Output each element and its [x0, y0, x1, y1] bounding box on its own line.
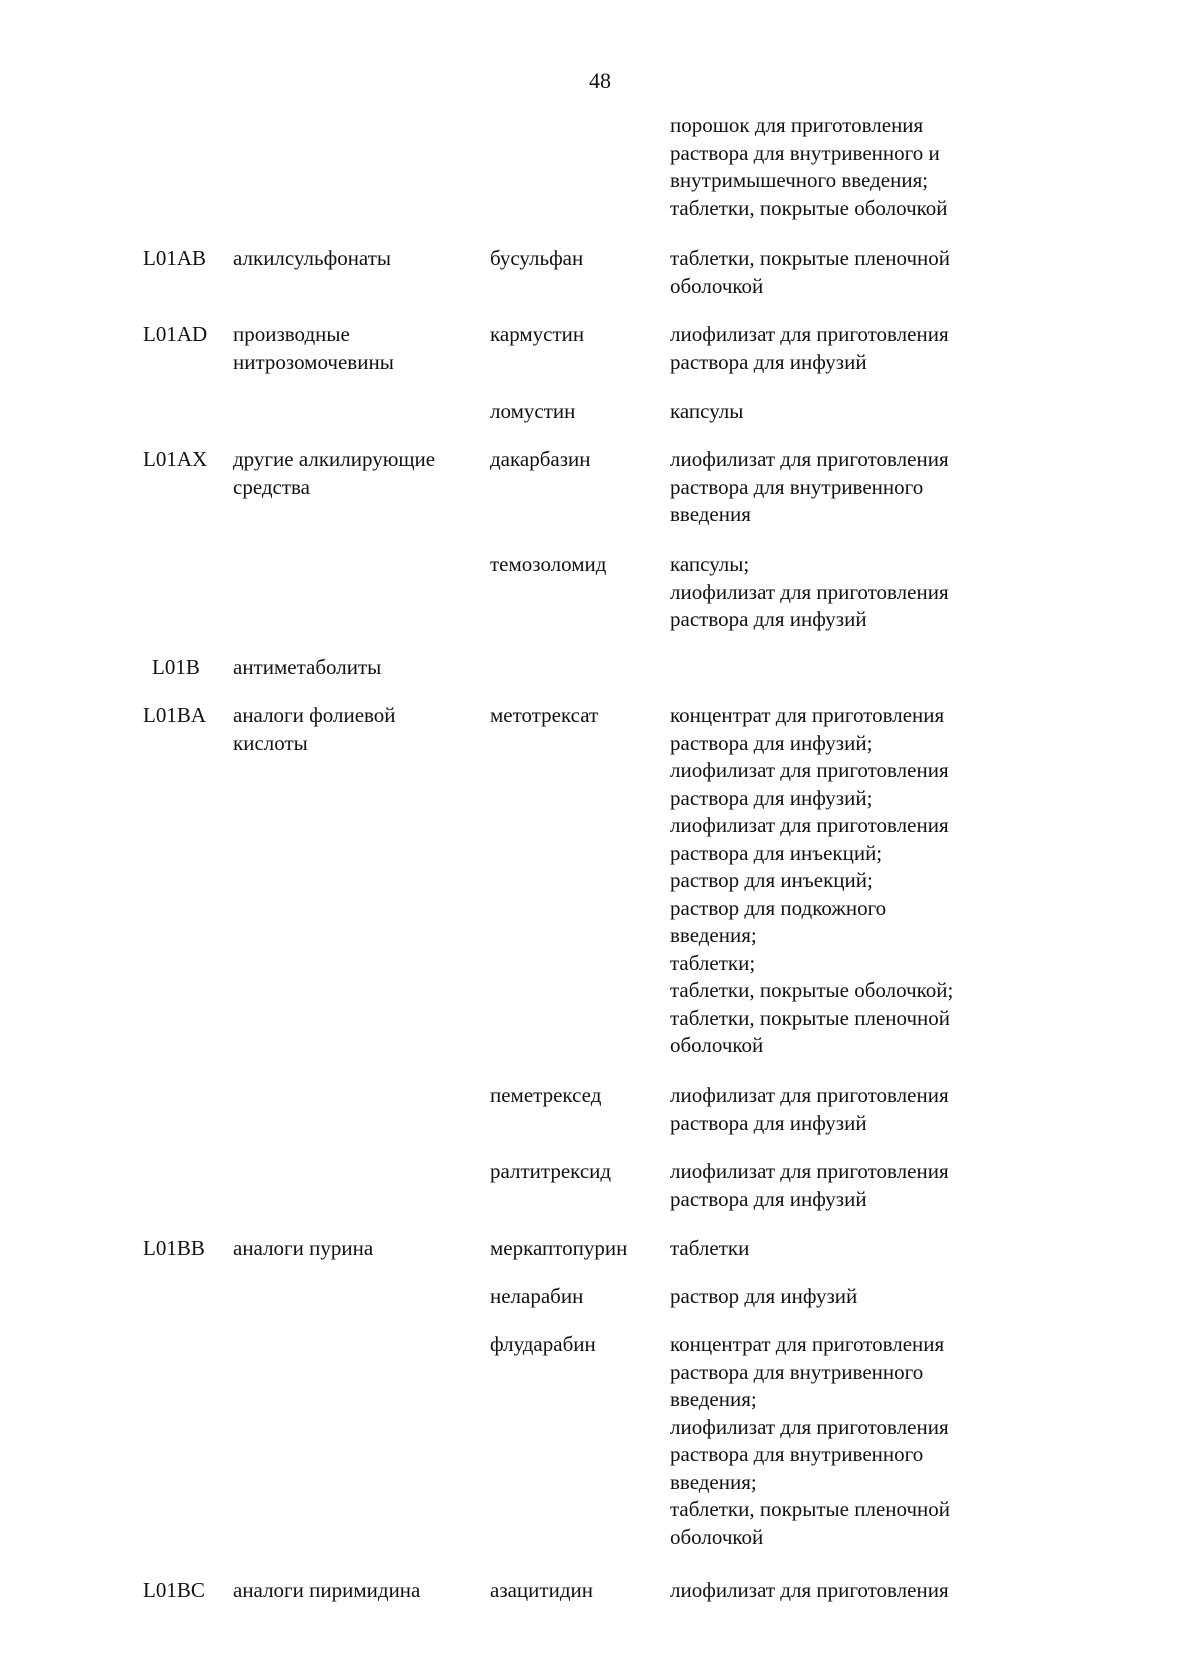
dosage-form: лиофилизат для приготовления — [670, 1578, 949, 1602]
atc-group: производные нитрозомочевины — [233, 322, 394, 374]
drug-name: неларабин — [490, 1284, 584, 1308]
atc-code: L01B — [152, 655, 200, 679]
atc-code: L01AX — [143, 447, 208, 471]
drug-name: ралтитрексид — [490, 1159, 612, 1183]
drug-name: бусульфан — [490, 246, 584, 270]
drug-name: азацитидин — [490, 1578, 593, 1602]
atc-code: L01BC — [143, 1578, 205, 1602]
dosage-form: лиофилизат для приготовления раствора для внутривенного введения — [670, 447, 949, 526]
drug-name: ломустин — [490, 399, 576, 423]
drug-name: пеметрексед — [490, 1083, 602, 1107]
dosage-form: лиофилизат для приготовления раствора для инфузий — [670, 322, 949, 374]
page-number: 48 — [589, 68, 611, 93]
atc-group: аналоги пиримидина — [233, 1578, 421, 1602]
atc-group: алкилсульфонаты — [233, 246, 391, 270]
atc-code: L01AD — [143, 322, 208, 346]
drug-name: меркаптопурин — [490, 1236, 628, 1260]
dosage-form: таблетки, покрытые пленочной оболочкой — [670, 246, 951, 298]
dosage-form: лиофилизат для приготовления раствора для инфузий — [670, 1083, 949, 1135]
atc-code: L01BA — [143, 703, 206, 727]
dosage-form: лиофилизат для приготовления раствора для инфузий — [670, 1159, 949, 1211]
atc-code: L01BB — [143, 1236, 205, 1260]
atc-group: другие алкилирующие средства — [233, 447, 436, 499]
dosage-form: концентрат для приготовления раствора для инфузий; лиофилизат для приготовления раствора для инфузий; лиофилизат для приготовления раствора для инъекций; раствор для инъекций; раствор для подкожного введения; таблетки; таблетки, покрытые оболочкой; таблетки, покрытые пленочной оболочкой — [670, 703, 954, 1057]
dosage-form: капсулы — [670, 399, 744, 423]
dosage-form: порошок для приготовления раствора для внутривенного и внутримышечного введения; таблетки, покрытые оболочкой — [670, 113, 948, 220]
dosage-form: концентрат для приготовления раствора для внутривенного введения; лиофилизат для приготовления раствора для внутривенного введения; таблетки, покрытые пленочной оболочкой — [670, 1332, 951, 1549]
drug-name: кармустин — [490, 322, 585, 346]
atc-group: аналоги пурина — [233, 1236, 374, 1260]
atc-code: L01AB — [143, 246, 206, 270]
drug-name: флударабин — [490, 1332, 596, 1356]
drug-name: темозоломид — [490, 552, 607, 576]
drug-name: дакарбазин — [490, 447, 591, 471]
atc-group: аналоги фолиевой кислоты — [233, 703, 396, 755]
dosage-form: капсулы; лиофилизат для приготовления раствора для инфузий — [670, 552, 949, 631]
dosage-form: таблетки — [670, 1236, 750, 1260]
dosage-form: раствор для инфузий — [670, 1284, 858, 1308]
atc-group: антиметаболиты — [233, 655, 382, 679]
drug-name: метотрексат — [490, 703, 599, 727]
